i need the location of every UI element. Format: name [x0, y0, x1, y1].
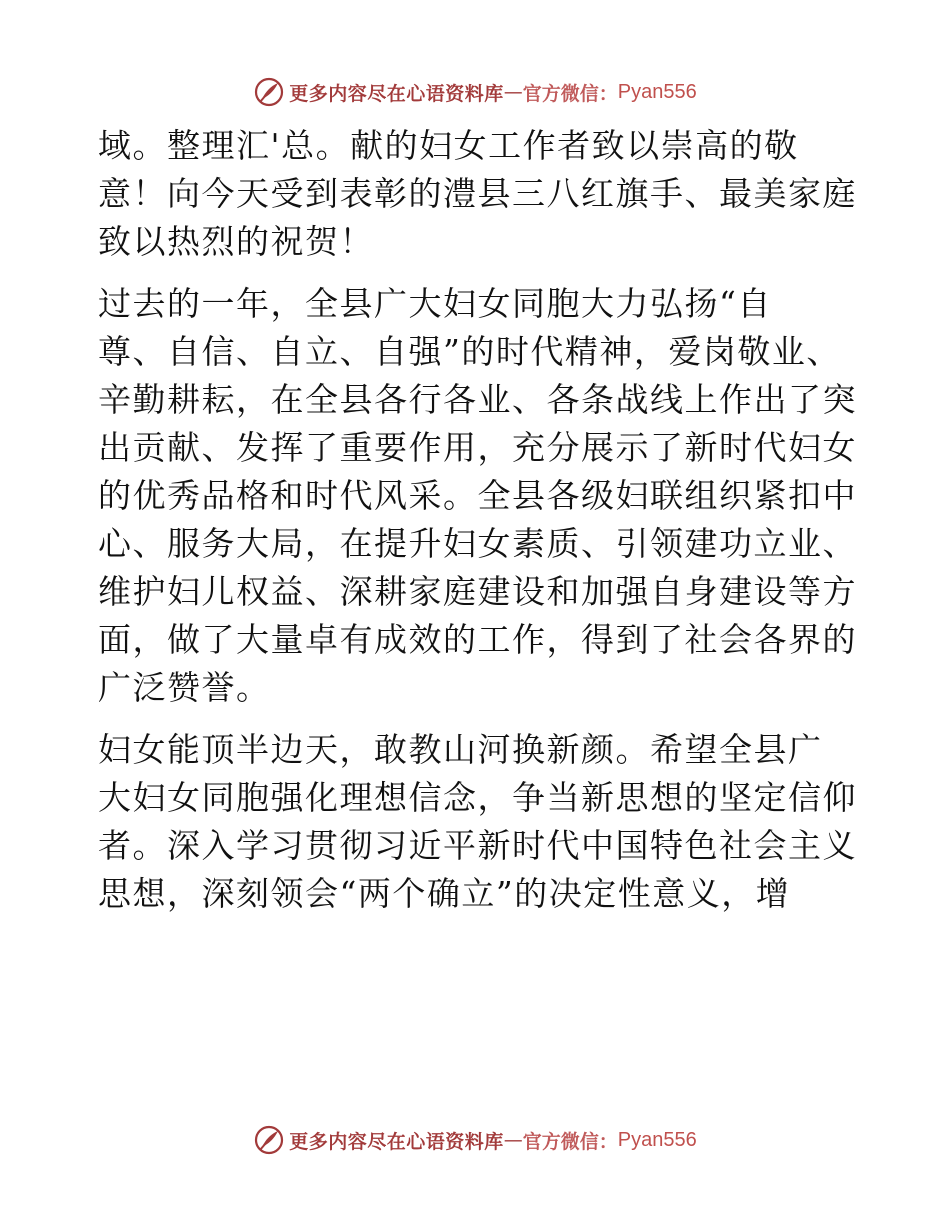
text-line: 致以热烈的祝贺！: [98, 222, 374, 261]
text-line: 心、服务大局，在提升妇女素质、引领建功立业、: [98, 524, 857, 563]
text-line: 面，做了大量卓有成效的工作，得到了社会各界的: [98, 620, 857, 659]
text-line: 妇女能顶半边天，敢教山河换新颜。希望全县广: [98, 730, 823, 769]
header-watermark: [0, 72, 950, 112]
wechat-id: Pyan556: [617, 1128, 697, 1151]
separator: —: [503, 1129, 523, 1151]
text-line: 思想，深刻领会“两个确立”的决定性意义，增: [98, 874, 791, 913]
feather-pen-icon: [253, 76, 285, 108]
text-line: 者。深入学习贯彻习近平新时代中国特色社会主义: [98, 826, 857, 865]
text-line: 大妇女同胞强化理想信念，争当新思想的坚定信仰: [98, 778, 857, 817]
wechat-label: 官方微信：: [522, 82, 618, 105]
feather-pen-icon: [253, 1124, 285, 1156]
text-line: 广泛赞誉。: [98, 668, 271, 707]
text-line: 尊、自信、自立、自强”的时代精神，爱岗敬业、: [98, 332, 841, 371]
text-line: 意！向今天受到表彰的澧县三八红旗手、最美家庭: [98, 174, 857, 213]
site-name: 更多内容尽在心语资料库: [289, 82, 504, 105]
site-name: 更多内容尽在心语资料库: [289, 1130, 504, 1153]
separator: —: [503, 81, 523, 103]
paragraph: [98, 726, 858, 918]
document-body: [98, 122, 858, 932]
paragraph: [98, 280, 858, 712]
text-line: 过去的一年，全县广大妇女同胞大力弘扬“自: [98, 284, 772, 323]
wechat-label: 官方微信：: [522, 1130, 618, 1153]
paragraph: [98, 122, 858, 266]
wechat-id: Pyan556: [617, 80, 697, 103]
text-line: 的优秀品格和时代风采。全县各级妇联组织紧扣中: [98, 476, 857, 515]
text-line: 辛勤耕耘，在全县各行各业、各条战线上作出了突: [98, 380, 857, 419]
footer-watermark: [0, 1120, 950, 1160]
text-line: 出贡献、发挥了重要作用，充分展示了新时代妇女: [98, 428, 857, 467]
text-line: 域。整理汇'总。献的妇女工作者致以崇高的敬: [98, 126, 799, 165]
text-line: 维护妇儿权益、深耕家庭建设和加强自身建设等方: [98, 572, 857, 611]
